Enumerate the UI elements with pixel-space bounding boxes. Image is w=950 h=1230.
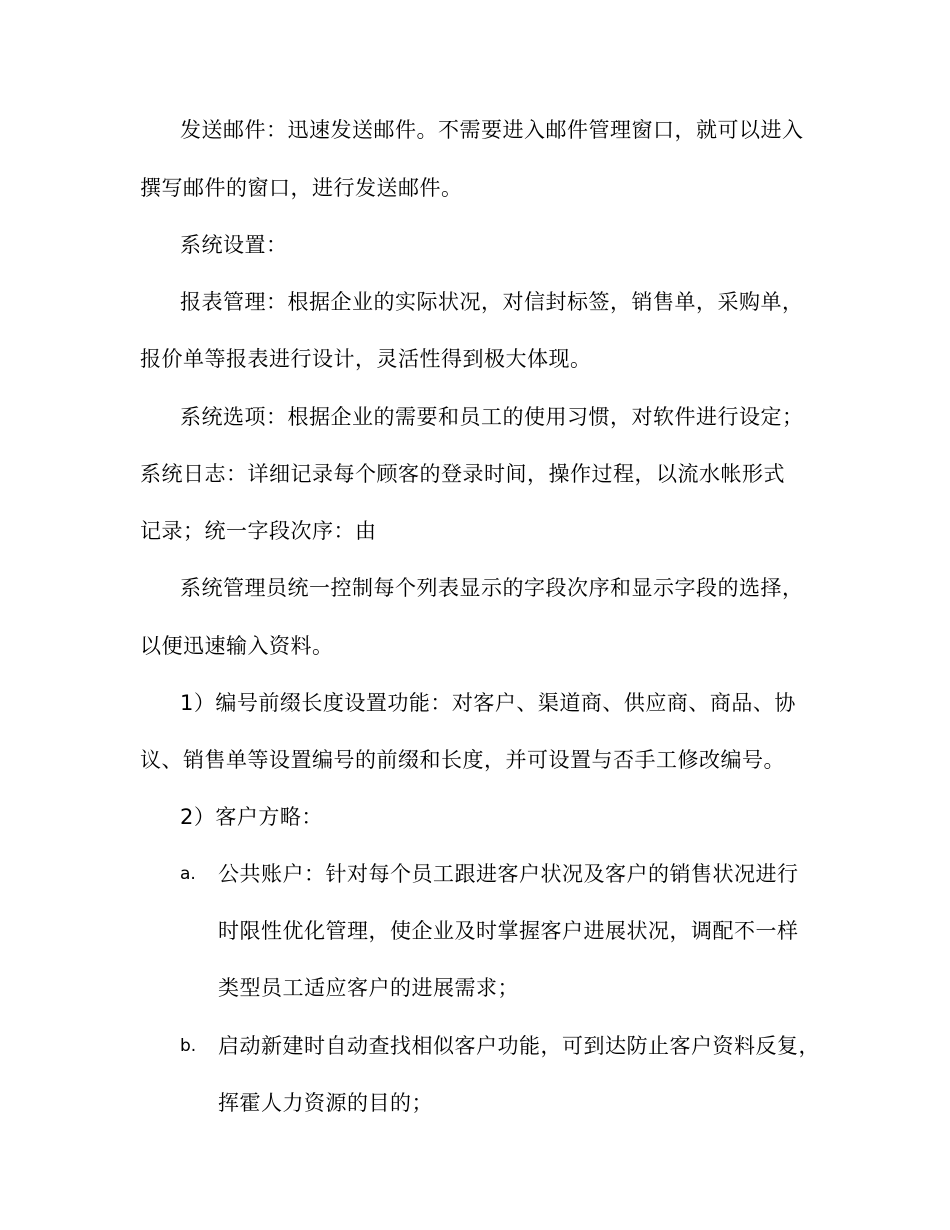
numbered-heading: 2）客户方略： [180, 805, 323, 829]
list-item-line: 公共账户：针对每个员工跟进客户状况及客户的销售状况进行 [218, 862, 799, 886]
paragraph-line: 撰写邮件的窗口，进行发送邮件。 [140, 176, 463, 200]
list-item-line: 启动新建时自动查找相似客户功能，可到达防止客户资料反复， [218, 1034, 820, 1058]
list-item-line: 类型员工适应客户的进展需求； [218, 976, 519, 1000]
list-marker: b. [180, 1036, 197, 1056]
paragraph-line: 议、销售单等设置编号的前缀和长度，并可设置与否手工修改编号。 [140, 748, 785, 772]
numbered-paragraph-line: 1）编号前缀长度设置功能：对客户、渠道商、供应商、商品、协 [180, 691, 796, 715]
paragraph-line: 系统选项：根据企业的需要和员工的使用习惯，对软件进行设定； [180, 405, 804, 429]
paragraph-line: 报表管理：根据企业的实际状况，对信封标签，销售单，采购单， [180, 290, 804, 314]
list-item-line: 时限性优化管理，使企业及时掌握客户进展状况，调配不一样 [218, 919, 799, 943]
paragraph-line: 以便迅速输入资料。 [140, 634, 334, 658]
list-item-line: 挥霍人力资源的目的； [218, 1091, 433, 1115]
section-heading: 系统设置： [180, 233, 288, 257]
list-marker: a. [180, 864, 196, 884]
paragraph-line: 系统管理员统一控制每个列表显示的字段次序和显示字段的选择， [180, 576, 804, 600]
paragraph-line: 记录；统一字段次序：由 [140, 519, 377, 543]
paragraph-line: 发送邮件：迅速发送邮件。不需要进入邮件管理窗口，就可以进入 [180, 118, 804, 142]
paragraph-line: 报价单等报表进行设计，灵活性得到极大体现。 [140, 347, 592, 371]
paragraph-line: 系统日志：详细记录每个顾客的登录时间，操作过程，以流水帐形式 [140, 462, 785, 486]
